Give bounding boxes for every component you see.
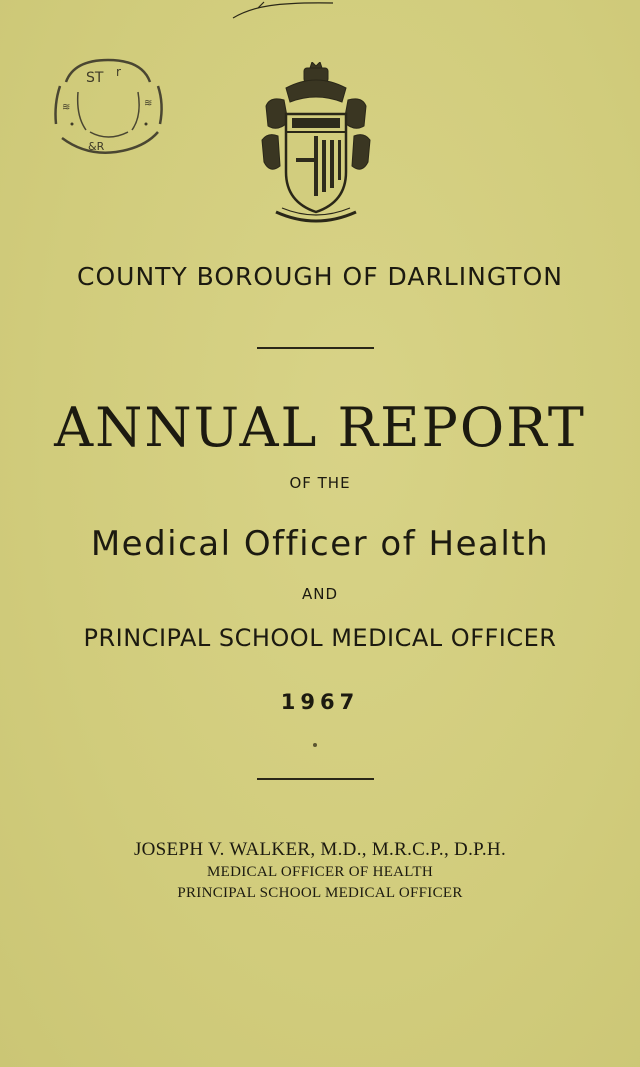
author-title: MEDICAL OFFICER OF HEALTH xyxy=(207,864,433,880)
ink-dot xyxy=(313,743,317,747)
divider-rule xyxy=(257,778,374,780)
borough-heading: COUNTY BOROUGH OF DARLINGTON xyxy=(77,262,563,291)
author-name: JOSEPH V. WALKER, M.D., M.R.C.P., D.P.H. xyxy=(133,839,507,860)
author-title: PRINCIPAL SCHOOL MEDICAL OFFICER xyxy=(177,885,463,901)
svg-text:ST: ST xyxy=(86,70,104,86)
coat-of-arms-icon xyxy=(256,62,376,230)
library-stamp-icon xyxy=(46,52,170,158)
and-text: AND xyxy=(301,585,339,603)
pencil-mark-icon xyxy=(228,0,338,20)
report-title: ANNUAL REPORT xyxy=(54,396,586,459)
svg-text:≋: ≋ xyxy=(144,98,153,109)
subject-heading: Medical Officer of Health xyxy=(90,524,550,564)
report-year: 1967 xyxy=(280,690,360,714)
svg-text:&R: &R xyxy=(88,140,105,153)
of-the-text: OF THE xyxy=(289,474,351,492)
subject2-heading: PRINCIPAL SCHOOL MEDICAL OFFICER xyxy=(83,624,557,652)
svg-text:r: r xyxy=(116,65,121,79)
divider-rule xyxy=(257,347,374,349)
svg-text:≋: ≋ xyxy=(62,102,71,113)
